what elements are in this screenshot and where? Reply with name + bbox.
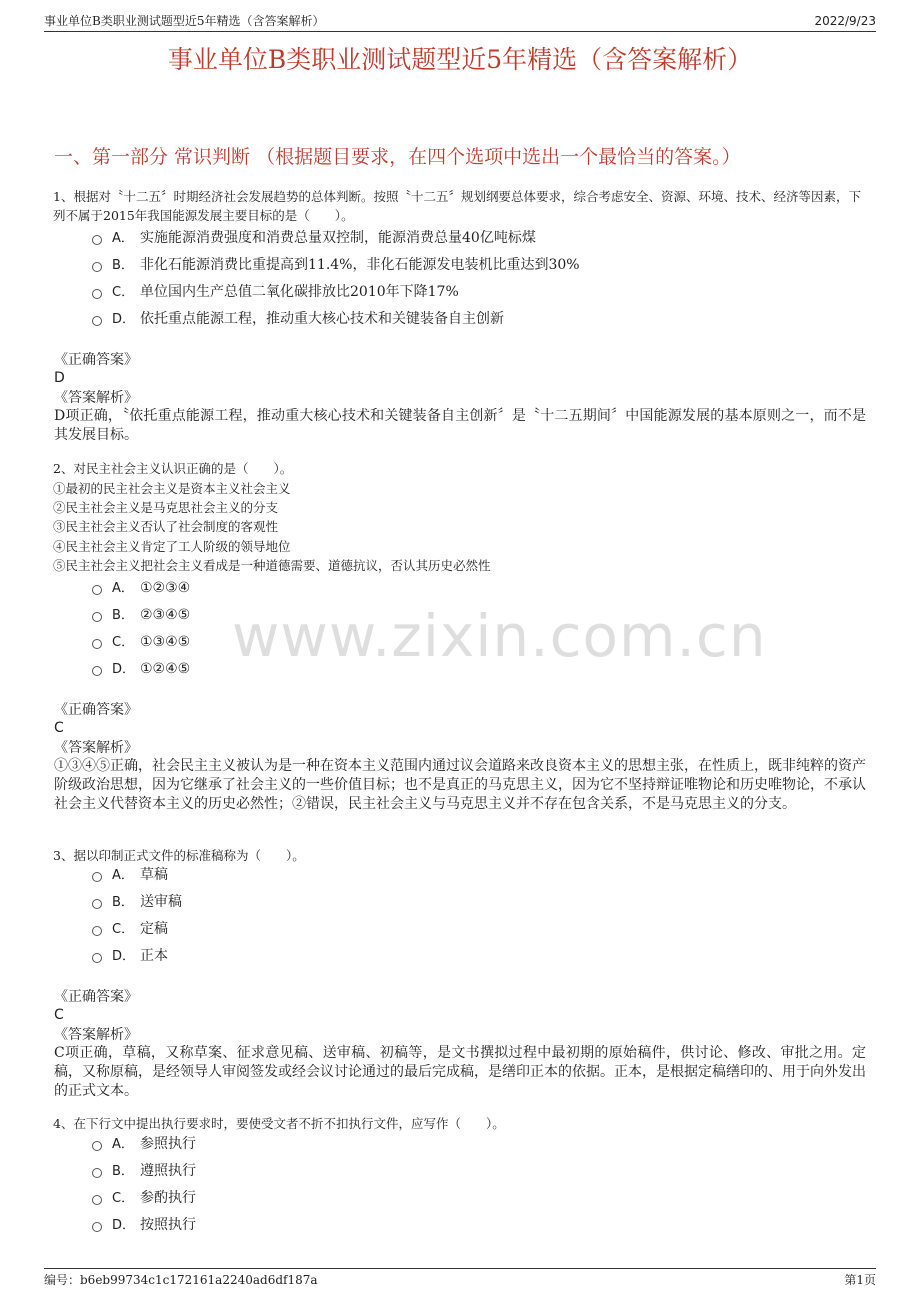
correct-answer-value: D	[54, 370, 65, 386]
analysis-text: C项正确，草稿，又称草案、征求意见稿、送审稿、初稿等，是文书撰拟过程中最初期的原始稿件，供讨论、修改、审批之用。定稿，又称原稿，是经领导人审阅签发或经会议讨论通过的最后完成稿，是缮印正本的依据。正本，是根据定稿缮印的、用于向外发出的正式文本。	[54, 1045, 866, 1099]
correct-answer-label: 《正确答案》	[54, 702, 138, 718]
option-a[interactable]: A． 草稿	[92, 864, 168, 887]
watermark: www.zixin.com.cn	[232, 602, 767, 670]
statement-item: ④民主社会主义肯定了工人阶级的领导地位	[53, 539, 291, 554]
radio-icon[interactable]	[92, 289, 102, 299]
radio-icon[interactable]	[92, 1168, 102, 1178]
correct-answer-value: C	[54, 720, 64, 736]
analysis-text: D项正确，〝依托重点能源工程，推动重大核心技术和关键装备自主创新〞是〝十二五期间〞中国能源发展的基本原则之一，而不是其发展目标。	[54, 408, 866, 443]
option-b[interactable]: B． 遵照执行	[92, 1160, 196, 1183]
statement-item: ②民主社会主义是马克思社会主义的分支	[53, 500, 279, 515]
radio-icon[interactable]	[92, 1222, 102, 1232]
section-heading: 一、第一部分 常识判断 （根据题目要求，在四个选项中选出一个最恰当的答案。）	[54, 146, 741, 168]
correct-answer-value: C	[54, 1007, 64, 1023]
option-a[interactable]: A． 参照执行	[92, 1133, 196, 1156]
header-date: 2022/9/23	[814, 14, 876, 28]
radio-icon[interactable]	[92, 872, 102, 882]
document-title: 事业单位B类职业测试题型近5年精选（含答案解析）	[167, 45, 753, 74]
analysis-label: 《答案解析》	[54, 740, 138, 756]
option-b[interactable]: B． 送审稿	[92, 891, 182, 914]
radio-icon[interactable]	[92, 1141, 102, 1151]
statement-item: ⑤民主社会主义把社会主义看成是一种道德需要、道德抗议，否认其历史必然性	[53, 558, 491, 573]
option-c[interactable]: C． ①③④⑤	[92, 631, 190, 654]
question-stem: 1、根据对〝十二五〞时期经济社会发展趋势的总体判断。按照〝十二五〞规划纲要总体要求，综合考虑安全、资源、环境、技术、经济等因素，下列不属于2015年我国能源发展主要目标的是（ ）。	[53, 189, 861, 223]
radio-icon[interactable]	[92, 316, 102, 326]
page-number: 第1页	[844, 1273, 876, 1287]
option-d[interactable]: D． 依托重点能源工程，推动重大核心技术和关键装备自主创新	[92, 308, 504, 331]
correct-answer-label: 《正确答案》	[54, 352, 138, 368]
analysis-label: 《答案解析》	[54, 1027, 138, 1043]
option-d[interactable]: D． ①②④⑤	[92, 658, 190, 681]
page-header	[44, 13, 876, 32]
document-id: 编号：b6eb99734c1c172161a2240ad6df187a	[44, 1273, 318, 1287]
statement-item: ③民主社会主义否认了社会制度的客观性	[53, 519, 279, 534]
option-c[interactable]: C． 定稿	[92, 918, 168, 941]
page-footer	[44, 1268, 876, 1287]
option-c[interactable]: C． 参酌执行	[92, 1187, 196, 1210]
option-b[interactable]: B． ②③④⑤	[92, 604, 190, 627]
analysis-label: 《答案解析》	[54, 390, 138, 406]
radio-icon[interactable]	[92, 926, 102, 936]
statement-item: ①最初的民主社会主义是资本主义社会主义	[53, 481, 291, 496]
radio-icon[interactable]	[92, 1195, 102, 1205]
radio-icon[interactable]	[92, 899, 102, 909]
option-b[interactable]: B． 非化石能源消费比重提高到11.4%，非化石能源发电装机比重达到30%	[92, 254, 580, 277]
option-d[interactable]: D． 正本	[92, 945, 168, 968]
correct-answer-label: 《正确答案》	[54, 989, 138, 1005]
question-stem: 4、在下行文中提出执行要求时，要使受文者不折不扣执行文件，应写作（ ）。	[53, 1116, 505, 1131]
analysis-text: ①③④⑤正确，社会民主主义被认为是一种在资本主义范围内通过议会道路来改良资本主义的思想主张，在性质上，既非纯粹的资产阶级政治思想，因为它继承了社会主义的一些价值目标；也不是真正的马克思主义，因为它不坚持辩证唯物论和历史唯物论，不承认社会主义代替资本主义的历史必然性；②错误，民主社会主义与马克思主义并不存在包含关系，不是马克思主义的分支。	[54, 758, 866, 812]
question-stem: 2、对民主社会主义认识正确的是（ ）。	[53, 461, 293, 476]
radio-icon[interactable]	[92, 953, 102, 963]
radio-icon[interactable]	[92, 666, 102, 676]
option-a[interactable]: A． 实施能源消费强度和消费总量双控制，能源消费总量40亿吨标煤	[92, 227, 536, 250]
radio-icon[interactable]	[92, 262, 102, 272]
question-stem: 3、据以印制正式文件的标准稿称为（ ）。	[53, 848, 305, 863]
radio-icon[interactable]	[92, 235, 102, 245]
option-c[interactable]: C． 单位国内生产总值二氧化碳排放比2010年下降17%	[92, 281, 459, 304]
radio-icon[interactable]	[92, 639, 102, 649]
option-d[interactable]: D． 按照执行	[92, 1214, 196, 1237]
header-doc-title: 事业单位B类职业测试题型近5年精选（含答案解析）	[44, 14, 325, 28]
option-a[interactable]: A． ①②③④	[92, 577, 190, 600]
radio-icon[interactable]	[92, 585, 102, 595]
radio-icon[interactable]	[92, 612, 102, 622]
